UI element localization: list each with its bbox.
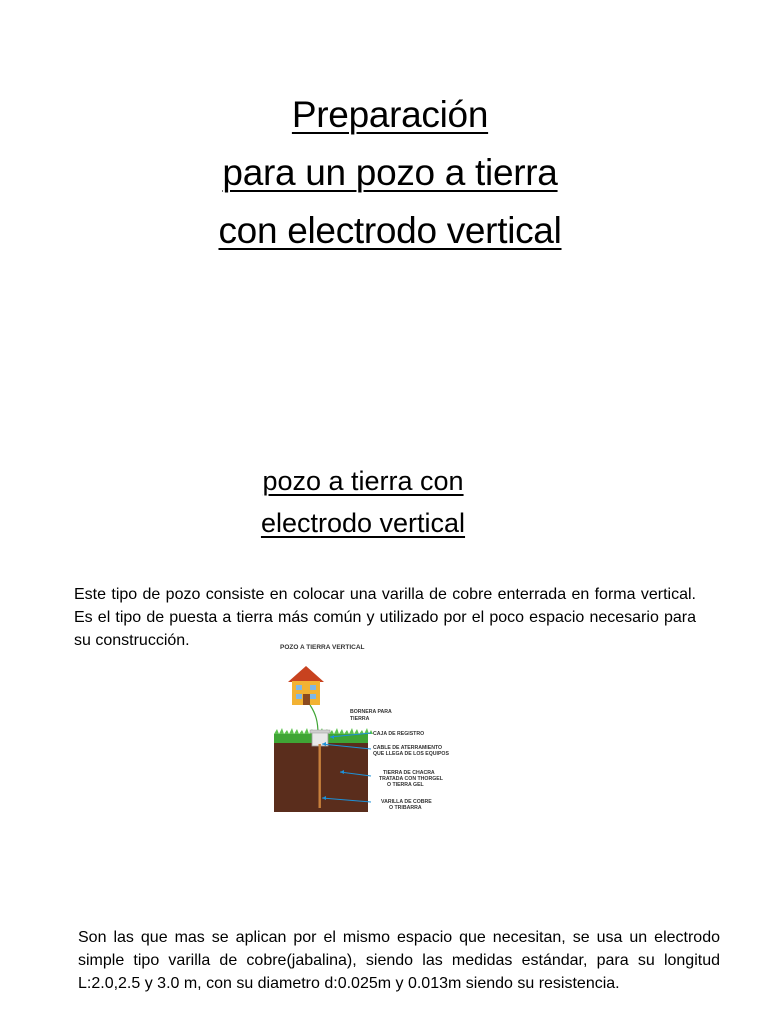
label-tierra-2: TRATADA CON THORGEL	[379, 776, 443, 782]
label-tierra-1: TIERRA DE CHACRA	[383, 770, 435, 776]
ground-well-diagram	[270, 636, 480, 818]
label-tierra-3: O TIERRA GEL	[387, 782, 424, 788]
house-icon	[288, 666, 324, 705]
label-cable-2: QUE LLEGA DE LOS EQUIPOS	[373, 751, 449, 757]
title-line-2: para un pozo a tierra	[222, 152, 558, 193]
soil-block	[274, 742, 368, 812]
label-cable-1: CABLE DE ATERRAMIENTO	[373, 745, 443, 751]
intro-paragraph: Este tipo de pozo consiste en colocar una varilla de cobre enterrada en forma vertical. Es el tipo de puesta a tierra más común y utilizado por el poco espacio necesario para su construcción.	[74, 586, 696, 649]
section-heading-line-1: pozo a tierra con	[262, 466, 464, 496]
label-caja: CAJA DE REGISTRO	[373, 731, 425, 737]
title-line-3: con electrodo vertical	[218, 210, 562, 251]
copper-rod	[319, 744, 321, 808]
diagram-heading: POZO A TIERRA VERTICAL	[280, 644, 365, 651]
section-heading-line-2: electrodo vertical	[260, 508, 466, 538]
label-varilla-1: VARILLA DE COBRE	[381, 799, 432, 805]
section-heading	[0, 460, 726, 544]
title-line-1: Preparación	[291, 94, 489, 135]
label-varilla-2: O TRIBARRA	[389, 805, 422, 811]
label-bornera-1: BORNERA PARA	[350, 709, 392, 715]
label-bornera-2: TIERRA	[350, 716, 370, 722]
document-title	[0, 86, 768, 260]
details-paragraph: Son las que mas se aplican por el mismo espacio que necesitan, se usa un electrodo simple tipo varilla de cobre(jabalina), siendo las medidas estándar, para su longitud L:2.0,2.5 y 3.0 m, con su diametro d:0.025m y 0.013m siendo su resistencia.	[78, 929, 720, 992]
